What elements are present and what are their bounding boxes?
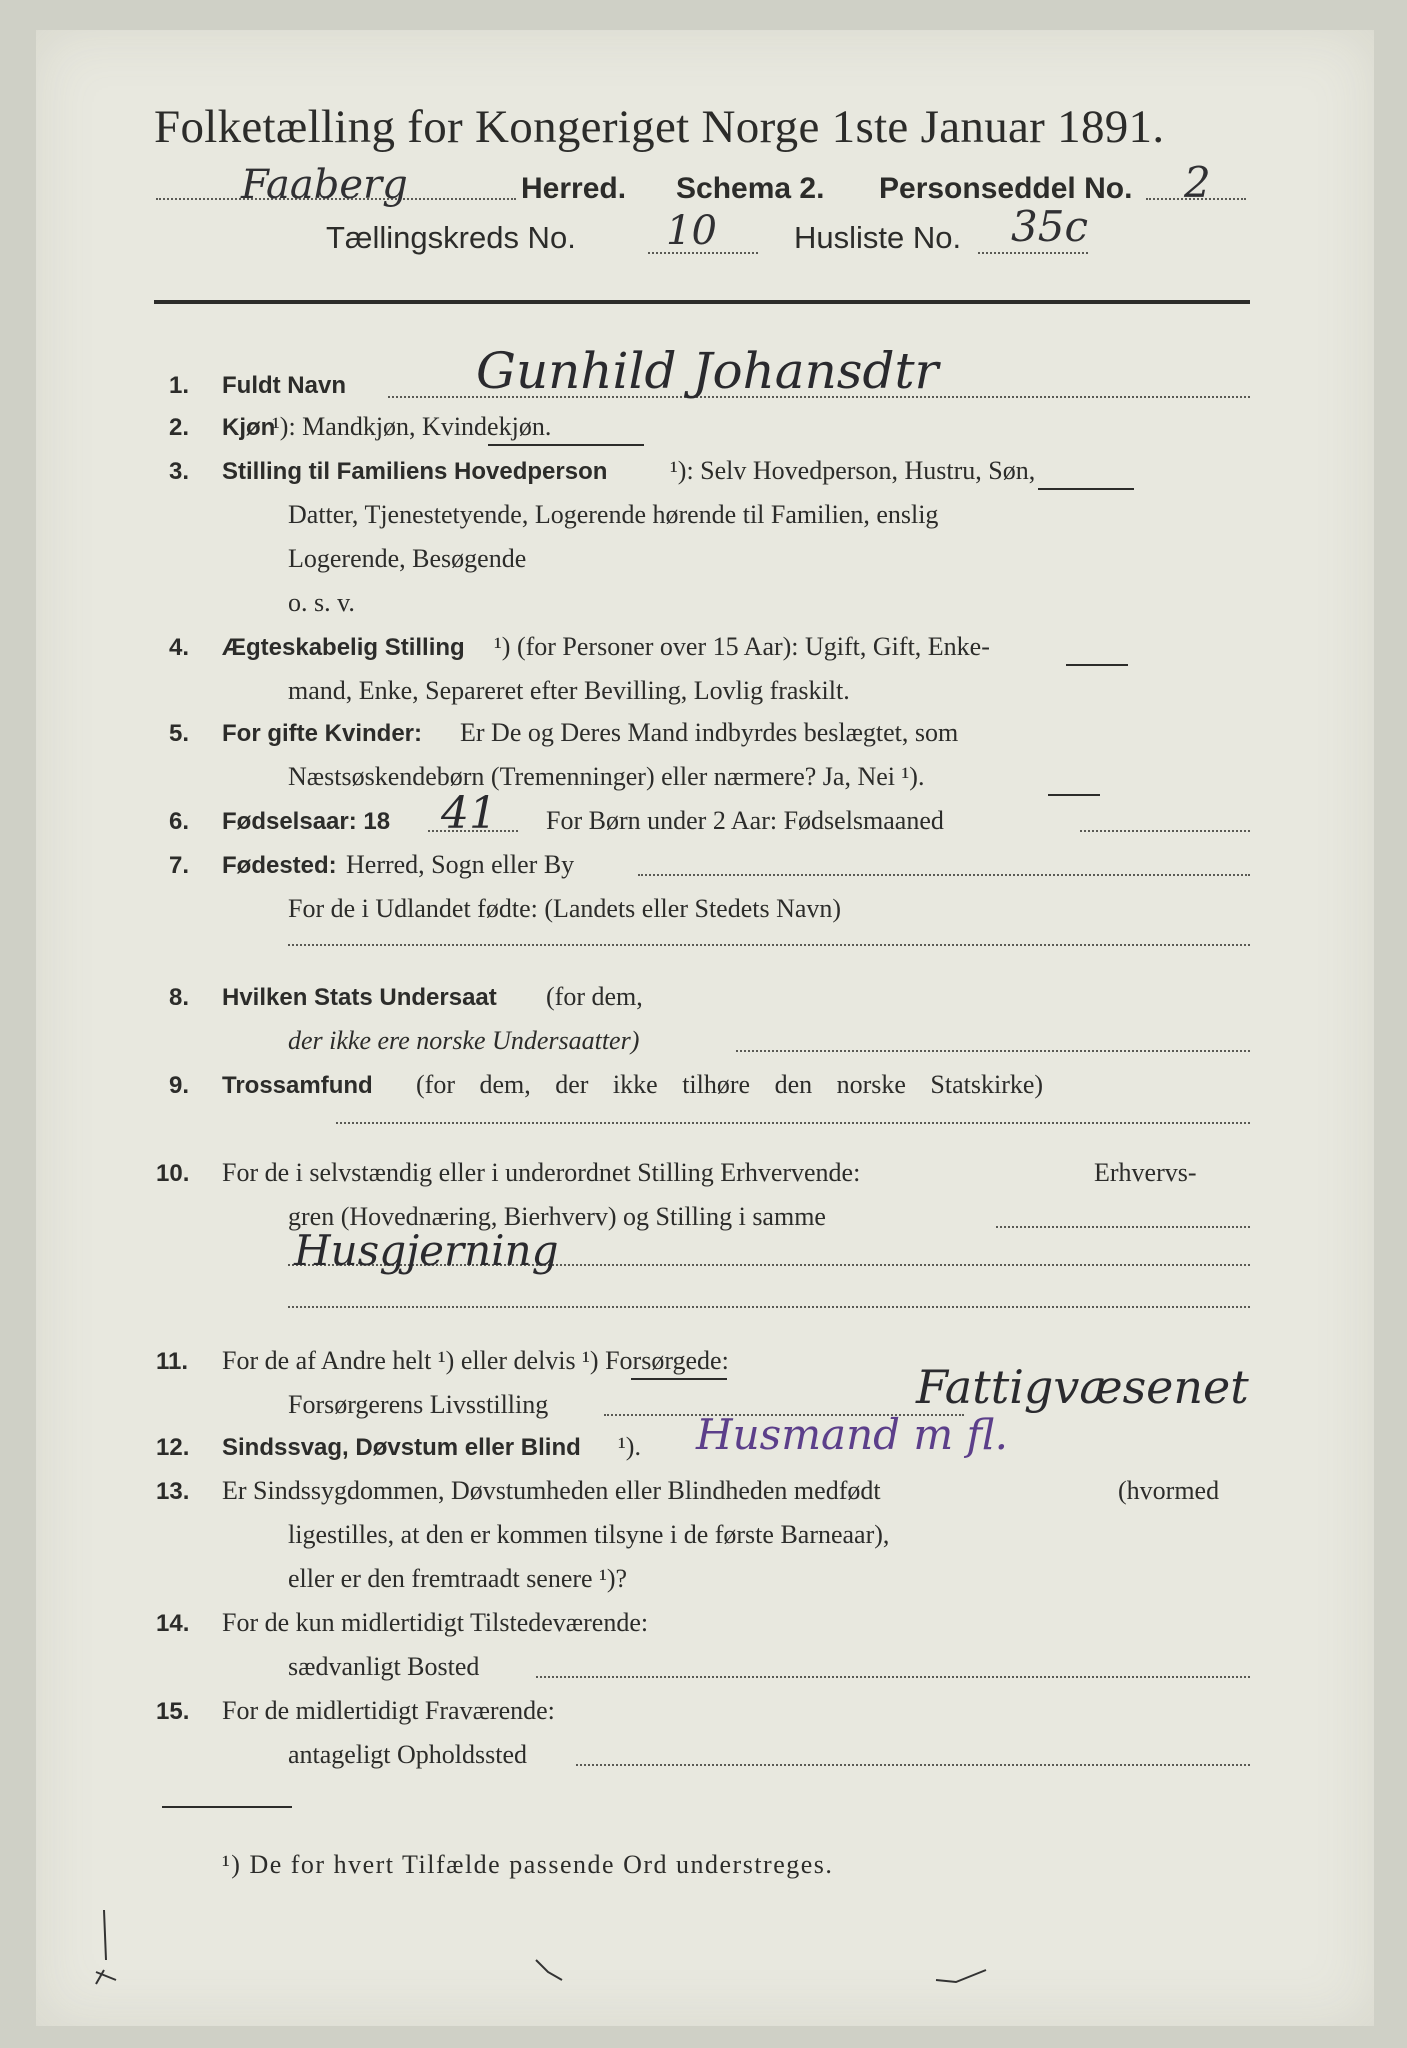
item-10-answer: Husgjerning <box>294 1226 559 1275</box>
item-4-number: 4. <box>169 634 190 661</box>
item-10-number: 10. <box>156 1160 190 1187</box>
item-6-label: Fødselsaar: 18 <box>222 808 391 835</box>
item-12-number: 12. <box>156 1434 190 1461</box>
item-11-label: For de af Andre helt ¹) eller delvis ¹) Forsørgede: <box>222 1346 729 1375</box>
item-10-text-1: Erhvervs- <box>1094 1158 1197 1187</box>
item-13-label: Er Sindssygdommen, Døvstumheden eller Blindheden medfødt <box>222 1476 881 1505</box>
item-8-text-1: (for dem, <box>546 982 643 1011</box>
item-3-underline <box>1038 488 1134 490</box>
item-11-number: 11. <box>156 1348 189 1375</box>
item-6-line <box>1080 830 1250 832</box>
item-11-underline <box>631 1378 727 1380</box>
footnote: ¹) De for hvert Tilfælde passende Ord understreges. <box>222 1850 834 1879</box>
item-2-text: ¹): Mandkjøn, Kvindekjøn. <box>272 412 552 441</box>
item-3-text-3: Logerende, Besøgende <box>288 544 527 573</box>
item-10-line-1 <box>996 1226 1250 1228</box>
item-10-line-3 <box>288 1306 1250 1308</box>
item-10-text-2: gren (Hovednæring, Bierhverv) og Stilling i samme <box>288 1202 826 1231</box>
husliste-label: Husliste No. <box>794 220 962 255</box>
item-7-text-2: For de i Udlandet fødte: (Landets eller Stedets Navn) <box>288 894 842 923</box>
item-12-label: Sindssvag, Døvstum eller Blind <box>222 1434 581 1461</box>
item-1-number: 1. <box>169 372 190 399</box>
item-7-number: 7. <box>169 852 190 879</box>
item-11-text: Forsørgerens Livsstilling <box>288 1390 549 1419</box>
schema-label: Schema 2. <box>676 172 825 205</box>
herred-value: Faaberg <box>241 162 408 208</box>
item-9-label: Trossamfund <box>222 1072 373 1099</box>
item-12-answer: Husmand m fl. <box>696 1410 1008 1459</box>
kreds-value: 10 <box>666 208 717 254</box>
footnote-rule <box>162 1806 292 1808</box>
item-6-text: For Børn under 2 Aar: Fødselsmaaned <box>546 806 944 835</box>
item-14-text: sædvanligt Bosted <box>288 1652 480 1681</box>
item-2-label: Kjøn <box>222 414 276 441</box>
item-3-text-4: o. s. v. <box>288 588 355 617</box>
item-3-number: 3. <box>169 458 190 485</box>
personseddel-label: Personseddel No. <box>879 172 1133 205</box>
personseddel-value: 2 <box>1184 158 1211 207</box>
item-13-text-1: (hvormed <box>1118 1476 1220 1505</box>
item-13-text-3: eller er den fremtraadt senere ¹)? <box>288 1564 628 1593</box>
item-5-number: 5. <box>169 720 190 747</box>
item-7-line-2 <box>288 944 1250 946</box>
item-7-label: Fødested: <box>222 852 337 879</box>
item-13-text-2: ligestilles, at den er kommen tilsyne i de første Barneaar), <box>288 1520 890 1549</box>
item-3-label: Stilling til Familiens Hovedperson <box>222 458 608 485</box>
item-3-text-1: ¹): Selv Hovedperson, Hustru, Søn, <box>670 456 1036 485</box>
item-14-label: For de kun midlertidigt Tilstedeværende: <box>222 1608 649 1637</box>
item-8-number: 8. <box>169 984 190 1011</box>
item-11-answer: Fattigvæsenet <box>916 1360 1249 1414</box>
item-14-line <box>536 1676 1250 1678</box>
item-4-label: Ægteskabelig Stilling <box>222 634 465 661</box>
item-15-label: For de midlertidigt Fraværende: <box>222 1696 555 1725</box>
herred-label: Herred. <box>521 172 627 205</box>
item-7-line-1 <box>638 874 1250 876</box>
item-5-label: For gifte Kvinder: <box>222 720 423 747</box>
item-5-text-2: Næstsøskendebørn (Tremenninger) eller nærmere? Ja, Nei ¹). <box>288 762 925 791</box>
item-2-number: 2. <box>169 414 190 441</box>
item-10-label: For de i selvstændig eller i underordnet Stilling Erhvervende: <box>222 1158 861 1187</box>
kreds-label: Tællingskreds No. <box>326 220 576 255</box>
item-15-text: antageligt Opholdssted <box>288 1740 528 1769</box>
item-8-text-2: der ikke ere norske Undersaatter) <box>288 1026 640 1055</box>
item-7-text-1: Herred, Sogn eller By <box>346 850 575 879</box>
item-4-underline <box>1066 664 1128 666</box>
item-1-answer: Gunhild Johansdtr <box>476 342 939 400</box>
item-8-line <box>736 1050 1250 1052</box>
bottom-marks <box>36 1900 1374 2020</box>
item-6-answer: 41 <box>441 788 497 839</box>
item-13-number: 13. <box>156 1478 190 1505</box>
item-8-label: Hvilken Stats Undersaat <box>222 984 497 1011</box>
form-title: Folketælling for Kongeriget Norge 1ste Januar 1891. <box>154 101 1165 153</box>
item-5-underline <box>1048 794 1100 796</box>
item-1-label: Fuldt Navn <box>222 372 346 399</box>
item-4-text-1: ¹) (for Personer over 15 Aar): Ugift, Gift, Enke- <box>494 632 990 661</box>
item-15-line <box>576 1764 1250 1766</box>
item-15-number: 15. <box>156 1698 190 1725</box>
item-9-number: 9. <box>169 1072 190 1099</box>
item-3-text-2: Datter, Tjenestetyende, Logerende hørende til Familien, enslig <box>288 500 939 529</box>
census-form <box>36 30 1374 2026</box>
item-5-text-1: Er De og Deres Mand indbyrdes beslægtet, som <box>460 718 959 747</box>
husliste-value: 35c <box>1011 202 1088 251</box>
item-6-number: 6. <box>169 808 190 835</box>
item-4-text-2: mand, Enke, Separeret efter Bevilling, Lovlig fraskilt. <box>288 676 850 705</box>
header-rule <box>154 300 1250 304</box>
item-12-text: ¹). <box>618 1432 641 1461</box>
item-9-text: (for dem, der ikke tilhøre den norske Statskirke) <box>416 1070 1044 1099</box>
item-9-line <box>336 1122 1250 1124</box>
item-14-number: 14. <box>156 1610 190 1637</box>
item-2-underline <box>488 444 644 446</box>
husliste-line <box>978 252 1088 254</box>
